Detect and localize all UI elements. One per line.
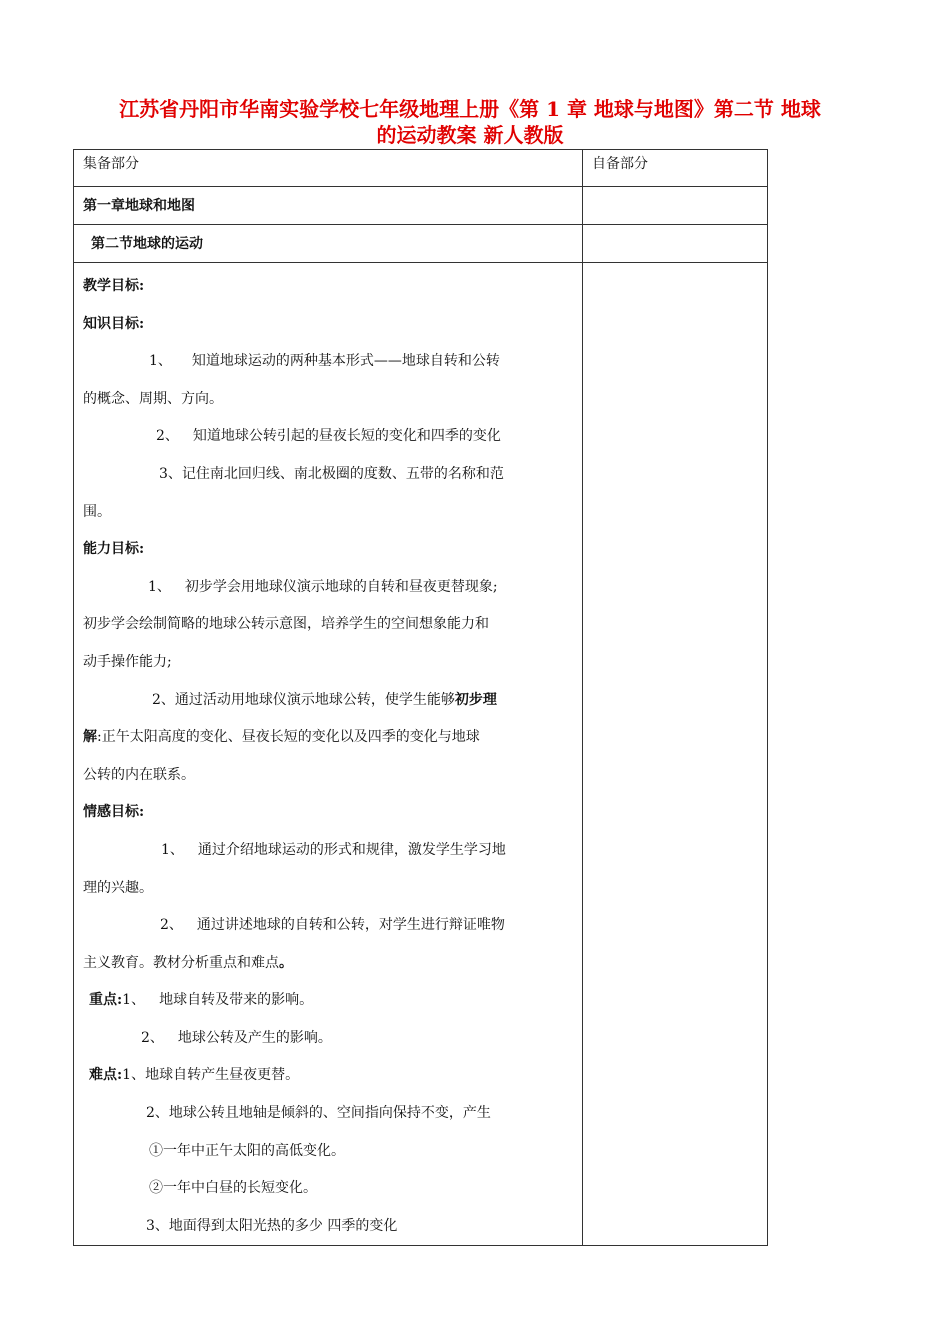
section-cell [74, 225, 583, 263]
section-row [74, 225, 768, 263]
header-left-label: 集备部分 [83, 156, 139, 172]
key-point-1 [83, 982, 574, 1020]
key-point-2-number: 2、 [141, 1029, 164, 1046]
emotion-item-2-number: 2、 [160, 917, 183, 934]
chapter-row [74, 187, 768, 225]
emotion-item-2 [83, 907, 574, 945]
ability-goals-heading: 能力目标: [83, 541, 145, 558]
difficult-point-2: 2、地球公转且地轴是倾斜的、空间指向保持不变，产生 [146, 1105, 491, 1122]
key-points-label: 重点: [89, 992, 123, 1009]
chapter-notes-cell [583, 187, 768, 225]
content-notes-cell [583, 263, 768, 1246]
emotion-item-2-end: 。 [279, 954, 293, 971]
key-point-1-text: 地球自转及带来的影响。 [159, 992, 314, 1009]
table-header-row [74, 150, 768, 187]
chapter-cell [74, 187, 583, 225]
header-right-label: 自备部分 [592, 156, 648, 172]
knowledge-goals-heading: 知识目标: [83, 315, 145, 332]
difficult-point-3: 3、地面得到太阳光热的多少 四季的变化 [146, 1217, 398, 1234]
knowledge-item-1 [83, 343, 574, 381]
ability-item-1 [83, 569, 574, 607]
ability-item-2-emphasis: 初步理 [454, 691, 497, 708]
knowledge-item-2-text: 知道地球公转引起的昼夜长短的变化和四季的变化 [192, 428, 501, 445]
knowledge-item-1-text: 知道地球运动的两种基本形式——地球自转和公转 [191, 353, 500, 370]
title-line-1: 江苏省丹阳市华南实验学校七年级地理上册《第 1 章 地球与地图》第二节 地球 [119, 97, 821, 121]
knowledge-item-3-cont: 围。 [83, 503, 111, 520]
difficult-point-1-text: 1、地球自转产生昼夜更替。 [122, 1067, 300, 1084]
ability-item-2-cont-text: :正午太阳高度的变化、昼夜长短的变化以及四季的变化与地球 [97, 729, 480, 746]
header-right-cell [583, 150, 768, 187]
difficult-point-2b: ②一年中白昼的长短变化。 [149, 1180, 317, 1197]
ability-item-1-cont-2: 动手操作能力; [83, 653, 172, 670]
section-title: 第二节地球的运动 [91, 236, 203, 252]
knowledge-item-1-number: 1、 [149, 353, 172, 370]
knowledge-item-1-cont: 的概念、周期、方向。 [83, 390, 223, 407]
teaching-goals-heading: 教学目标: [83, 278, 145, 294]
document-title [70, 96, 870, 148]
emotion-item-1-cont: 理的兴趣。 [83, 879, 153, 896]
ability-item-2-text: 2、通过活动用地球仪演示地球公转，使学生能够 [152, 691, 455, 708]
difficult-point-1 [83, 1057, 574, 1095]
emotion-item-1-text: 通过介绍地球运动的形式和规律，激发学生学习地 [197, 841, 506, 858]
emotion-goals-heading: 情感目标: [83, 804, 145, 821]
key-point-1-number: 1、 [122, 992, 146, 1009]
difficult-points-label: 难点: [89, 1067, 123, 1084]
ability-item-1-text: 初步学会用地球仪演示地球的自转和昼夜更替现象; [184, 578, 498, 595]
difficult-point-2a: ①一年中正午太阳的高低变化。 [149, 1142, 345, 1159]
chapter-title: 第一章地球和地图 [83, 198, 195, 214]
ability-item-1-cont-1: 初步学会绘制简略的地球公转示意图，培养学生的空间想象能力和 [83, 616, 489, 633]
lesson-plan-table [73, 149, 768, 1246]
emotion-item-2-cont [83, 945, 574, 983]
section-notes-cell [583, 225, 768, 263]
lesson-content [74, 263, 582, 1245]
ability-item-2-emphasis-2: 解 [83, 729, 97, 746]
ability-item-2 [83, 682, 574, 720]
emotion-item-2-text: 通过讲述地球的自转和公转，对学生进行辩证唯物 [196, 917, 505, 934]
knowledge-item-3: 3、记住南北回归线、南北极圈的度数、五带的名称和范 [159, 465, 504, 482]
header-left-cell [74, 150, 583, 187]
emotion-item-2-cont-text: 主义教育。教材分析重点和难点 [83, 954, 279, 971]
ability-item-1-number: 1、 [148, 578, 171, 595]
knowledge-item-2 [83, 418, 574, 456]
content-cell [74, 263, 583, 1246]
ability-item-2-cont-2: 公转的内在联系。 [83, 766, 195, 783]
ability-item-2-cont-1 [83, 719, 574, 757]
key-point-2-text: 地球公转及产生的影响。 [177, 1029, 332, 1046]
emotion-item-1-number: 1、 [161, 841, 184, 858]
emotion-item-1 [83, 832, 574, 870]
content-row [74, 263, 768, 1246]
title-line-2: 的运动教案 新人教版 [376, 123, 564, 147]
knowledge-item-2-number: 2、 [156, 428, 179, 445]
key-point-2 [83, 1020, 574, 1058]
